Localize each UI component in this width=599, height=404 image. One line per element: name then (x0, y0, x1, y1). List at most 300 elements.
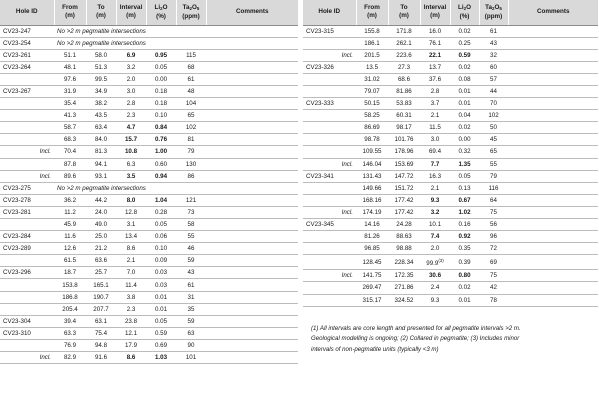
table-row (0, 339, 298, 351)
interval-value: 2.1 (430, 184, 440, 192)
cell-from: 70.4 (54, 146, 86, 158)
interval-value: 8.0 (126, 196, 136, 204)
table-row (0, 49, 298, 61)
footnote-line: intervals of non-pegmatite units (typically <3 m) (311, 345, 439, 353)
interval-value: 7.0 (126, 269, 136, 277)
cell-comments (508, 146, 598, 158)
cell-from: 58.7 (54, 122, 86, 134)
drill-results-table-right (303, 0, 598, 307)
cell-comments (206, 231, 298, 243)
interval-value: 3.0 (430, 136, 440, 144)
cell-comments (508, 85, 598, 97)
cell-li2o: 0.67 (450, 194, 479, 206)
cell-to: 262.1 (388, 37, 420, 49)
cell-interval (420, 294, 450, 306)
cell-from: 97.6 (54, 73, 86, 85)
cell-interval (116, 255, 146, 267)
cell-comments (508, 206, 598, 218)
cell-li2o: 0.35 (450, 243, 479, 255)
cell-comments (508, 73, 598, 85)
cell-hole-id (303, 282, 356, 294)
cell-li2o: 0.00 (450, 134, 479, 146)
cell-to: 178.96 (388, 146, 420, 158)
cell-comments (206, 243, 298, 255)
table-row (0, 98, 298, 110)
cell-li2o: 0.16 (450, 219, 479, 231)
cell-interval (420, 270, 450, 282)
interval-value: 8.6 (126, 354, 136, 362)
table-header-row (303, 0, 598, 25)
cell-comments (206, 194, 298, 206)
cell-interval (420, 219, 450, 231)
cell-comments (508, 158, 598, 170)
cell-li2o: 0.84 (146, 122, 176, 134)
table-row (303, 110, 598, 122)
cell-hole-id (0, 339, 54, 351)
cell-interval (420, 146, 450, 158)
cell-comments (206, 110, 298, 122)
cell-from: 205.4 (54, 303, 86, 315)
cell-ta2o5: 96 (479, 231, 508, 243)
cell-ta2o5: 65 (479, 146, 508, 158)
cell-hole-id: CV23-261 (0, 49, 54, 61)
cell-li2o: 0.04 (450, 110, 479, 122)
cell-interval (420, 170, 450, 182)
cell-ta2o5: 50 (479, 122, 508, 134)
cell-comments (206, 206, 298, 218)
cell-ta2o5: 61 (479, 25, 508, 37)
cell-comments (206, 146, 298, 158)
cell-from: 201.5 (356, 49, 388, 61)
cell-hole-id (303, 182, 356, 194)
table-row (303, 158, 598, 170)
cell-hole-id: Incl. (303, 49, 356, 61)
table-row (0, 291, 298, 303)
cell-interval (116, 49, 146, 61)
cell-hole-id (0, 219, 54, 231)
footnote-line: (1) All intervals are core length and presented for all pegmatite intervals >2 m. (311, 325, 521, 332)
cell-hole-id: CV23-281 (0, 206, 54, 218)
cell-interval (420, 206, 450, 218)
cell-li2o: 0.76 (146, 134, 176, 146)
cell-to: 94.8 (86, 339, 116, 351)
cell-li2o: 0.39 (450, 255, 479, 270)
interval-value: 37.6 (428, 75, 442, 83)
cell-interval (116, 134, 146, 146)
table-row (303, 182, 598, 194)
cell-ta2o5: 73 (176, 206, 206, 218)
cell-li2o: 0.01 (146, 291, 176, 303)
cell-from: 98.78 (356, 134, 388, 146)
cell-to: 63.4 (86, 122, 116, 134)
cell-comments (508, 182, 598, 194)
interval-value: 2.4 (430, 284, 440, 292)
cell-hole-id (303, 134, 356, 146)
cell-from: 79.07 (356, 85, 388, 97)
cell-to: 165.1 (86, 279, 116, 291)
cell-ta2o5: 72 (479, 243, 508, 255)
cell-ta2o5: 42 (479, 282, 508, 294)
table-row (0, 146, 298, 158)
cell-ta2o5: 61 (176, 279, 206, 291)
table-row (0, 110, 298, 122)
cell-interval (420, 282, 450, 294)
cell-to: 207.7 (86, 303, 116, 315)
cell-li2o: 0.10 (146, 243, 176, 255)
cell-hole-id: CV23-333 (303, 98, 356, 110)
table-row (303, 255, 598, 270)
cell-to: 34.9 (86, 85, 116, 97)
cell-hole-id: CV23-341 (303, 170, 356, 182)
cell-from: 315.17 (356, 294, 388, 306)
cell-li2o: 0.06 (146, 231, 176, 243)
cell-from: 86.69 (356, 122, 388, 134)
cell-to: 94.1 (86, 158, 116, 170)
cell-hole-id (0, 110, 54, 122)
cell-interval (116, 194, 146, 206)
cell-to: 190.7 (86, 291, 116, 303)
cell-to: 60.31 (388, 110, 420, 122)
cell-comments (508, 255, 598, 270)
cell-from: 146.04 (356, 158, 388, 170)
table-row (303, 282, 598, 294)
header-from: From (m) (54, 0, 86, 25)
cell-hole-id: CV23-326 (303, 61, 356, 73)
cell-comments (206, 279, 298, 291)
cell-comments (206, 327, 298, 339)
cell-interval (420, 37, 450, 49)
cell-hole-id: CV23-267 (0, 85, 54, 97)
cell-li2o: 0.59 (146, 327, 176, 339)
cell-li2o: 1.35 (450, 158, 479, 170)
interval-value: 13.7 (428, 63, 442, 71)
cell-hole-id: CV23-264 (0, 61, 54, 73)
cell-to: 228.34 (388, 255, 420, 270)
cell-ta2o5: 101 (176, 352, 206, 364)
cell-from: 76.9 (54, 339, 86, 351)
cell-ta2o5: 45 (479, 134, 508, 146)
cell-li2o: 0.60 (146, 158, 176, 170)
interval-value: 2.1 (430, 112, 440, 120)
cell-from: 61.5 (54, 255, 86, 267)
header-li2o: $Li_2O$ (%) (450, 0, 479, 25)
cell-to: 98.88 (388, 243, 420, 255)
table-row (303, 49, 598, 61)
cell-hole-id (0, 134, 54, 146)
table-row (0, 231, 298, 243)
interval-value: 30.6 (428, 272, 442, 280)
interval-value: 10.8 (124, 148, 138, 156)
cell-interval (420, 25, 450, 37)
cell-comments (206, 339, 298, 351)
cell-interval (420, 255, 450, 270)
cell-from: 96.85 (356, 243, 388, 255)
interval-value: 6.3 (126, 160, 136, 168)
cell-li2o: 0.80 (450, 270, 479, 282)
cell-interval (116, 61, 146, 73)
cell-li2o: 0.01 (450, 98, 479, 110)
cell-li2o: 0.13 (450, 182, 479, 194)
cell-ta2o5: 64 (479, 194, 508, 206)
interval-value: 22.1 (428, 51, 442, 59)
table-footnote (311, 324, 593, 355)
cell-from: 36.2 (54, 194, 86, 206)
cell-li2o: 1.04 (146, 194, 176, 206)
header-interval: Interval (m) (420, 0, 450, 25)
cell-to: 324.52 (388, 294, 420, 306)
cell-to: 21.2 (86, 243, 116, 255)
cell-ta2o5: 130 (176, 158, 206, 170)
cell-hole-id: CV23-278 (0, 194, 54, 206)
interval-value: 7.7 (430, 160, 440, 168)
cell-interval (116, 219, 146, 231)
cell-comments (508, 25, 598, 37)
cell-hole-id (0, 255, 54, 267)
table-row (0, 85, 298, 97)
table-row (0, 73, 298, 85)
cell-ta2o5: 55 (479, 158, 508, 170)
cell-from: 11.6 (54, 231, 86, 243)
cell-hole-id: CV23-247 (0, 25, 54, 37)
cell-interval (420, 194, 450, 206)
cell-li2o: 0.03 (146, 267, 176, 279)
cell-from: 87.8 (54, 158, 86, 170)
interval-value: 2.3 (126, 112, 136, 120)
cell-li2o: 0.01 (146, 303, 176, 315)
table-row (303, 206, 598, 218)
cell-li2o: 0.09 (146, 255, 176, 267)
cell-from: 68.3 (54, 134, 86, 146)
cell-to: 24.28 (388, 219, 420, 231)
table-row (0, 194, 298, 206)
table-row (0, 170, 298, 182)
cell-ta2o5: 81 (176, 134, 206, 146)
cell-comments (206, 98, 298, 110)
cell-interval (116, 98, 146, 110)
cell-comments (206, 315, 298, 327)
cell-to: 81.3 (86, 146, 116, 158)
cell-to: 63.1 (86, 315, 116, 327)
cell-interval (420, 122, 450, 134)
table-row (0, 327, 298, 339)
cell-to: 98.17 (388, 122, 420, 134)
interval-value: 3.1 (126, 221, 136, 229)
cell-from: 51.1 (54, 49, 86, 61)
interval-value: 16.0 (428, 27, 442, 35)
cell-to: 63.6 (86, 255, 116, 267)
cell-from: 109.55 (356, 146, 388, 158)
cell-ta2o5: 79 (479, 170, 508, 182)
cell-ta2o5: 90 (176, 339, 206, 351)
table-row (0, 158, 298, 170)
cell-ta2o5: 55 (176, 231, 206, 243)
table-row (0, 243, 298, 255)
cell-hole-id: Incl. (303, 270, 356, 282)
cell-hole-id (303, 194, 356, 206)
cell-to: 223.6 (388, 49, 420, 61)
table-row (0, 219, 298, 231)
cell-comments (206, 291, 298, 303)
cell-comments (508, 49, 598, 61)
interval-value: 76.1 (428, 39, 442, 47)
table-row (0, 352, 298, 364)
cell-interval (116, 279, 146, 291)
cell-to: 58.0 (86, 49, 116, 61)
cell-to: 177.42 (388, 194, 420, 206)
cell-comments (508, 122, 598, 134)
header-from: From (m) (356, 0, 388, 25)
cell-hole-id (303, 243, 356, 255)
cell-ta2o5: 115 (176, 49, 206, 61)
cell-hole-id (303, 231, 356, 243)
cell-comments (206, 303, 298, 315)
cell-from: 50.15 (356, 98, 388, 110)
cell-li2o: 0.05 (146, 315, 176, 327)
cell-hole-id: CV23-345 (303, 219, 356, 231)
cell-interval (420, 98, 450, 110)
interval-value: 3.2 (126, 63, 136, 71)
cell-interval (116, 352, 146, 364)
interval-value: 3.0 (126, 88, 136, 96)
footnote-marker: (3) (438, 258, 444, 264)
cell-ta2o5: 104 (176, 98, 206, 110)
cell-li2o: 0.10 (146, 110, 176, 122)
cell-comments (508, 219, 598, 231)
cell-ta2o5: 102 (176, 122, 206, 134)
header-hole-id: Hole ID (303, 0, 356, 25)
cell-interval (116, 303, 146, 315)
cell-interval (116, 339, 146, 351)
cell-hole-id (303, 110, 356, 122)
cell-from: 153.8 (54, 279, 86, 291)
table-row (303, 122, 598, 134)
cell-li2o: 1.03 (146, 352, 176, 364)
cell-hole-id: Incl. (0, 146, 54, 158)
cell-from: 48.1 (54, 61, 86, 73)
cell-hole-id (303, 85, 356, 97)
interval-value: 3.2 (430, 208, 440, 216)
cell-to: 81.86 (388, 85, 420, 97)
interval-value: 15.7 (124, 136, 138, 144)
interval-value: 12.8 (124, 208, 138, 216)
cell-li2o: 0.92 (450, 231, 479, 243)
interval-value: 11.4 (125, 281, 137, 289)
cell-li2o: 0.59 (450, 49, 479, 61)
cell-comments (508, 37, 598, 49)
cell-comments (206, 170, 298, 182)
cell-interval (116, 158, 146, 170)
interval-value: 11.5 (429, 124, 441, 132)
cell-comments (206, 255, 298, 267)
cell-hole-id (0, 158, 54, 170)
cell-li2o: 0.69 (146, 339, 176, 351)
header-comments: Comments (206, 0, 298, 25)
cell-note: No >2 m pegmatite intersections (54, 182, 298, 194)
cell-to: 38.2 (86, 98, 116, 110)
cell-to: 25.7 (86, 267, 116, 279)
table-row (303, 294, 598, 306)
cell-li2o: 0.28 (146, 206, 176, 218)
cell-interval (116, 73, 146, 85)
cell-ta2o5: 59 (176, 315, 206, 327)
cell-ta2o5: 75 (479, 206, 508, 218)
cell-comments (206, 85, 298, 97)
header-ta2o5: $Ta_2O_5$ (ppm) (176, 0, 206, 25)
cell-ta2o5: 46 (176, 243, 206, 255)
cell-to: 25.0 (86, 231, 116, 243)
cell-li2o: 0.05 (450, 170, 479, 182)
cell-interval (116, 291, 146, 303)
cell-hole-id: CV23-289 (0, 243, 54, 255)
cell-li2o: 0.18 (146, 98, 176, 110)
header-li2o: $Li_2O$ (%) (146, 0, 176, 25)
cell-to: 177.42 (388, 206, 420, 218)
cell-ta2o5: 44 (479, 85, 508, 97)
cell-comments (508, 134, 598, 146)
cell-li2o: 0.05 (146, 61, 176, 73)
cell-from: 155.8 (356, 25, 388, 37)
interval-value: 2.8 (430, 88, 440, 96)
interval-value: 8.6 (126, 245, 136, 253)
cell-to: 151.72 (388, 182, 420, 194)
cell-li2o: 0.32 (450, 146, 479, 158)
table-row (303, 270, 598, 282)
cell-interval (116, 267, 146, 279)
cell-ta2o5: 121 (176, 194, 206, 206)
cell-from: 35.4 (54, 98, 86, 110)
cell-from: 168.16 (356, 194, 388, 206)
table-row (0, 122, 298, 134)
cell-comments (508, 243, 598, 255)
cell-hole-id: CV23-275 (0, 182, 54, 194)
interval-value: 2.0 (126, 75, 136, 83)
cell-comments (206, 267, 298, 279)
cell-hole-id: CV23-284 (0, 231, 54, 243)
table-row (303, 98, 598, 110)
cell-li2o: 0.18 (146, 85, 176, 97)
cell-from: 45.9 (54, 219, 86, 231)
interval-value: 9.3 (430, 196, 440, 204)
cell-comments (206, 49, 298, 61)
cell-from: 39.4 (54, 315, 86, 327)
cell-ta2o5: 59 (176, 255, 206, 267)
interval-value: 2.0 (430, 245, 440, 253)
cell-interval (116, 146, 146, 158)
cell-from: 82.9 (54, 352, 86, 364)
cell-comments (206, 122, 298, 134)
interval-value: 3.7 (430, 100, 440, 108)
cell-ta2o5: 102 (479, 110, 508, 122)
cell-hole-id (303, 37, 356, 49)
interval-value: 69.4 (428, 148, 442, 156)
interval-value: 17.9 (124, 341, 138, 349)
cell-interval (116, 231, 146, 243)
cell-li2o: 1.02 (450, 206, 479, 218)
cell-to: 43.5 (86, 110, 116, 122)
table-row (303, 37, 598, 49)
cell-ta2o5: 31 (176, 291, 206, 303)
cell-hole-id: CV23-304 (0, 315, 54, 327)
table-row (303, 243, 598, 255)
cell-ta2o5: 70 (479, 98, 508, 110)
cell-li2o: 0.25 (450, 37, 479, 49)
cell-interval (116, 243, 146, 255)
cell-ta2o5: 58 (176, 219, 206, 231)
interval-value: 16.3 (428, 172, 442, 180)
cell-to: 147.72 (388, 170, 420, 182)
cell-hole-id: Incl. (303, 158, 356, 170)
interval-value: 10.1 (428, 221, 442, 229)
